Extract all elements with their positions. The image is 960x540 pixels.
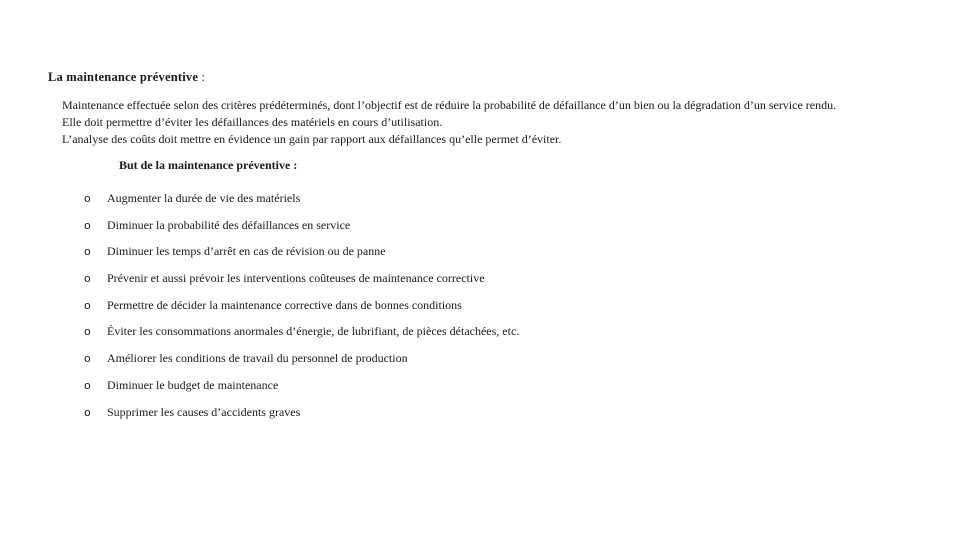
list-item-text: Permettre de décider la maintenance corrective dans de bonnes conditions bbox=[107, 297, 462, 312]
list-item-text: Diminuer la probabilité des défaillances en service bbox=[107, 217, 351, 232]
bullet-icon: o bbox=[84, 378, 91, 392]
list-item-text: Améliorer les conditions de travail du personnel de production bbox=[107, 351, 408, 366]
section-title: La maintenance préventive bbox=[48, 70, 199, 84]
section-heading bbox=[48, 70, 205, 85]
list-item-text: Éviter les consommations anormales d’énergie, de lubrifiant, de pièces détachées, etc. bbox=[107, 324, 520, 339]
bullet-icon: o bbox=[84, 192, 91, 205]
bullet-icon: o bbox=[84, 325, 91, 339]
bullet-icon: o bbox=[84, 352, 91, 366]
intro-line: L’analyse des coûts doit mettre en évidence un gain par rapport aux défaillances qu’elle permet d’éviter. bbox=[62, 132, 562, 146]
bullet-icon: o bbox=[84, 218, 91, 232]
list-item-text: Diminuer les temps d’arrêt en cas de révision ou de panne bbox=[107, 244, 386, 259]
intro-line: Elle doit permettre d’éviter les défaillances des matériels en cours d’utilisation. bbox=[62, 115, 443, 129]
section-title-suffix: : bbox=[198, 70, 206, 84]
intro-paragraph bbox=[62, 97, 836, 148]
bullet-icon: o bbox=[84, 245, 91, 259]
list-item-text: Augmenter la durée de vie des matériels bbox=[107, 191, 301, 205]
list-item-text: Supprimer les causes d’accidents graves bbox=[107, 404, 301, 419]
bullet-icon: o bbox=[84, 298, 91, 312]
intro-line: Maintenance effectuée selon des critères prédéterminés, dont l’objectif est de réduire la probabilité de défaillance d’un bien ou la dégradation d’un service rendu. bbox=[62, 98, 837, 112]
goals-subheading: But de la maintenance préventive : bbox=[119, 158, 298, 172]
list-item-text: Prévenir et aussi prévoir les interventions coûteuses de maintenance corrective bbox=[107, 271, 485, 286]
list-item-text: Diminuer le budget de maintenance bbox=[107, 377, 279, 392]
bullet-icon: o bbox=[84, 272, 91, 286]
bullet-icon: o bbox=[84, 405, 91, 419]
